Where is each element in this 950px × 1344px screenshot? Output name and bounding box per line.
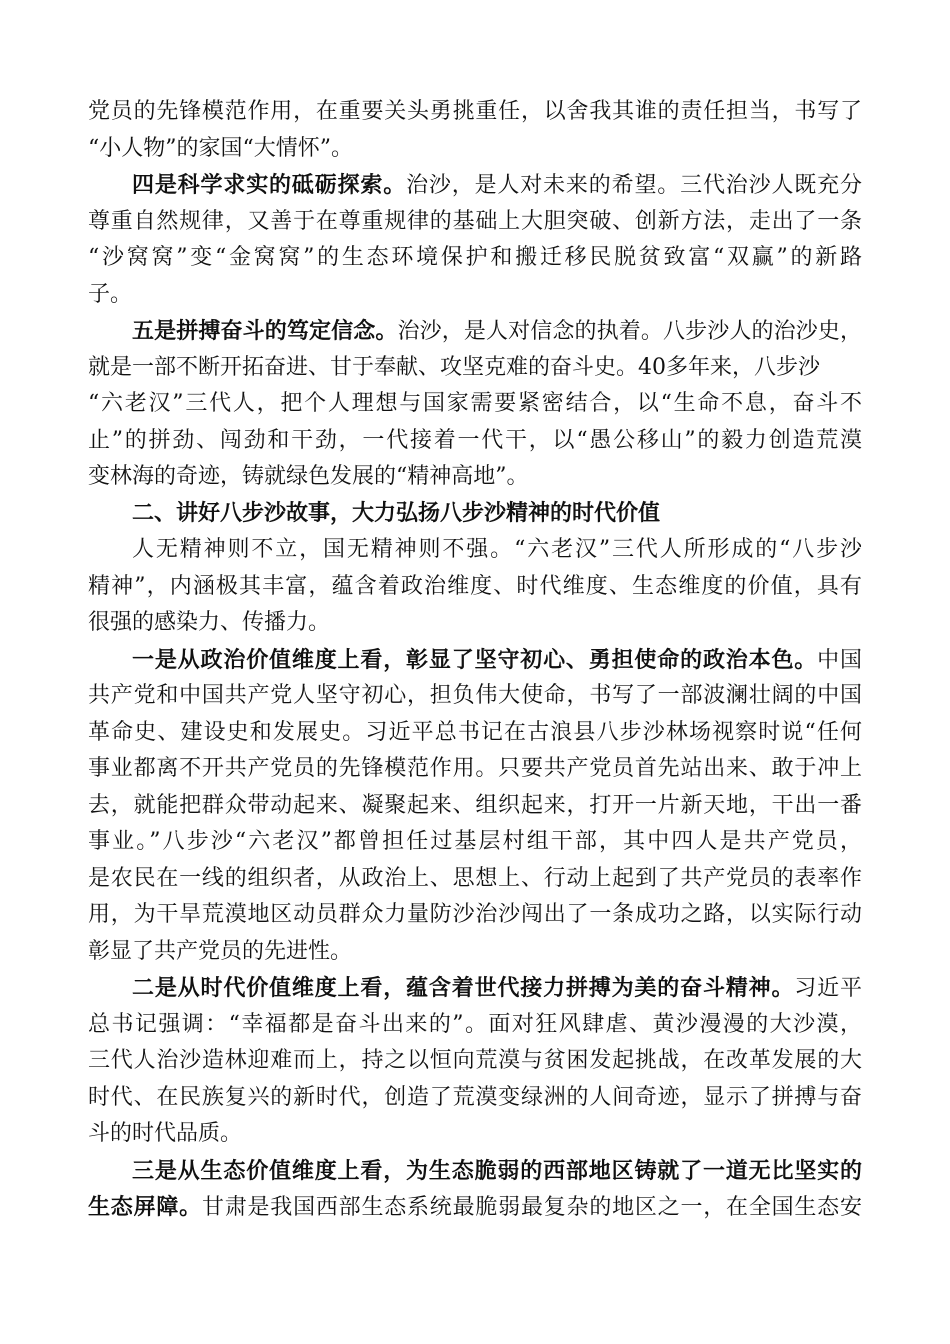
text-line	[88, 642, 862, 679]
text-line	[88, 897, 862, 934]
bold-lead-text: 生态屏障。	[88, 1194, 202, 1220]
body-text: 时代、在民族复兴的新时代，创造了荒漠变绿洲的人间奇迹，显示了拼搏与奋	[88, 1084, 862, 1110]
text-line	[88, 824, 862, 861]
body-text: 三代人治沙造林迎难而上，持之以恒向荒漠与贫困发起挑战，在改革发展的大	[88, 1048, 862, 1073]
text-line	[88, 569, 862, 606]
body-text: 事业都离不开共产党员的先锋模范作用。只要共产党员首先站出来、敢于冲上	[88, 756, 862, 781]
body-text: 去，就能把群众带动起来、凝聚起来、组织起来，打开一片新天地，干出一番	[88, 792, 862, 818]
text-line	[88, 94, 862, 131]
text-line	[88, 313, 862, 350]
body-text: 治沙，是人对信念的执着。八步沙人的治沙史，	[397, 319, 862, 344]
text-line	[88, 788, 862, 825]
body-text: 用，为干旱荒漠地区动员群众力量防沙治沙闯出了一条成功之路，以实际行动	[88, 902, 862, 927]
bold-lead-text: 二是从时代价值维度上看，蕴含着世代接力拼搏为美的奋斗精神。	[132, 975, 795, 1001]
text-line	[88, 167, 862, 204]
text-line	[88, 1153, 862, 1190]
text-line	[88, 459, 862, 496]
text-line	[88, 1043, 862, 1080]
text-line	[88, 131, 862, 168]
text-line	[88, 204, 862, 241]
body-text: 二、讲好八步沙故事，大力弘扬八步沙精神的时代价值	[132, 500, 661, 526]
body-text: 治沙，是人对未来的希望。三代治沙人既充分	[406, 173, 862, 198]
text-line	[88, 1116, 862, 1153]
body-text: 子。	[88, 281, 133, 307]
body-text: 党员的先锋模范作用，在重要关头勇挑重任，以舍我其谁的责任担当，书写了	[88, 99, 862, 124]
text-line	[88, 605, 862, 642]
body-text: “小人物”的家国“大情怀”。	[88, 135, 353, 161]
body-text: 止”的拼劲、闯劲和干劲，一代接着一代干，以“愚公移山”的毅力创造荒漠	[88, 427, 862, 453]
text-line	[88, 386, 862, 423]
text-line	[88, 715, 862, 752]
bold-lead-text: 一是从政治价值维度上看，彰显了坚守初心、勇担使命的政治本色。	[132, 646, 818, 673]
text-line	[88, 350, 862, 387]
text-line	[88, 751, 862, 788]
body-text: 习近平	[794, 976, 862, 1001]
body-text: 事业。”八步沙“六老汉”都曾担任过基层村组干部，其中四人是共产党员，	[88, 829, 862, 854]
body-text: “六老汉”三代人，把个人理想与国家需要紧密结合，以“生命不息，奋斗不	[88, 391, 862, 416]
text-line	[88, 277, 862, 314]
text-line	[88, 240, 862, 277]
text-line	[88, 1080, 862, 1117]
bold-lead-text: 三是从生态价值维度上看，为生态脆弱的西部地区铸就了一道无比坚实的	[132, 1157, 862, 1184]
body-text: 就是一部不断开拓奋进、甘于奉献、攻坚克难的奋斗史。40多年来，八步沙	[88, 354, 820, 380]
text-line	[88, 678, 862, 715]
body-text: 尊重自然规律，又善于在尊重规律的基础上大胆突破、创新方法，走出了一条	[88, 208, 862, 234]
text-line	[88, 970, 862, 1007]
bold-lead-text: 四是科学求实的砥砺探索。	[132, 172, 407, 198]
body-text: “沙窝窝”变“金窝窝”的生态环境保护和搬迁移民脱贫致富“双赢”的新路	[88, 245, 862, 270]
body-text: 是农民在一线的组织者，从政治上、思想上、行动上起到了共产党员的表率作	[88, 865, 862, 891]
text-line	[88, 423, 862, 460]
body-text: 精神”，内涵极其丰富，蕴含着政治维度、时代维度、生态维度的价值，具有	[88, 573, 862, 599]
body-text: 中国	[817, 647, 862, 673]
text-line	[88, 1189, 862, 1226]
document-page	[88, 94, 862, 1226]
text-line	[88, 1007, 862, 1044]
body-text: 共产党和中国共产党人坚守初心，担负伟大使命，书写了一部波澜壮阔的中国	[88, 683, 862, 708]
body-text: 彰显了共产党员的先进性。	[88, 938, 353, 964]
body-text: 变林海的奇迹，铸就绿色发展的“精神高地”。	[88, 464, 529, 489]
body-text: 很强的感染力、传播力。	[88, 610, 331, 635]
body-text: 斗的时代品质。	[88, 1121, 243, 1146]
text-line	[88, 934, 862, 971]
bold-lead-text: 五是拼搏奋斗的笃定信念。	[132, 318, 398, 344]
body-text: 人无精神则不立，国无精神则不强。“六老汉”三代人所形成的“八步沙	[132, 537, 862, 562]
body-text: 甘肃是我国西部生态系统最脆弱最复杂的地区之一，在全国生态安	[201, 1195, 862, 1220]
body-text: 革命史、建设史和发展史。习近平总书记在古浪县八步沙林场视察时说“任何	[88, 719, 862, 745]
body-text: 总书记强调：“幸福都是奋斗出来的”。面对狂风肆虐、黄沙漫漫的大沙漠，	[88, 1011, 862, 1037]
text-line	[88, 532, 862, 569]
section-heading	[88, 496, 862, 533]
text-line	[88, 861, 862, 898]
